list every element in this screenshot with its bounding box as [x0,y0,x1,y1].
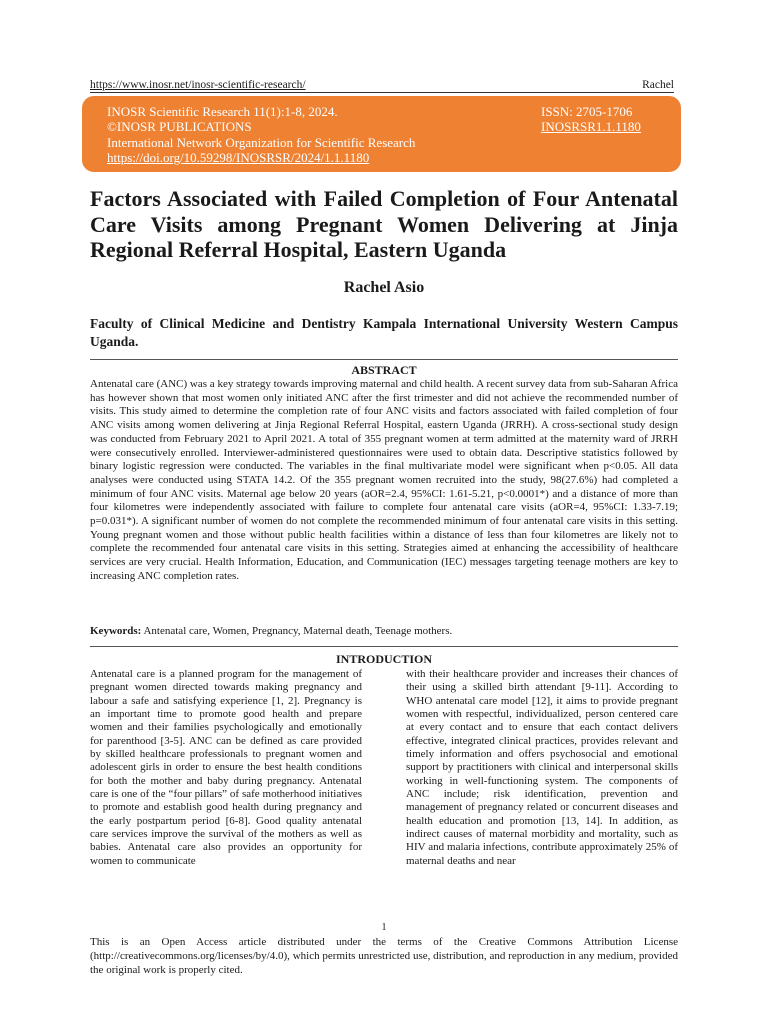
page-number: 1 [381,922,387,933]
keywords-label: Keywords: [90,625,142,637]
license-notice: This is an Open Access article distributed under the terms of the Creative Commons Attribution License (http://creativecommons.org/licenses/by/4.0), which permits unrestricted use, distribution, and reproduction in any medium, provided the original work is properly cited. [90,936,678,976]
keywords-list: Antenatal care, Women, Pregnancy, Maternal death, Teenage mothers. [143,625,453,637]
doi-link[interactable]: https://doi.org/10.59298/INOSRSR/2024/1.1.1180 [107,150,370,166]
organization-name: International Network Organization for Scientific Research [107,134,416,150]
author-name: Rachel Asio [343,279,425,296]
header-divider [90,92,674,93]
intro-top-rule [90,646,678,647]
running-author: Rachel [642,79,674,91]
article-title: Factors Associated with Failed Completion of Four Antenatal Care Visits among Pregnant Women Delivering at Jinja Regional Referral Hospital, Eastern Uganda [90,186,678,262]
abstract-text: Antenatal care (ANC) was a key strategy towards improving maternal and child health. A recent survey data from sub-Saharan Africa has however shown that most women only initiated ANC after the first trimester and did not achieve the recommended number of visits. This study aimed to determine the completion rate of four ANC visits and factors associated with failed completion of four ANC visits among women delivering at Jinja Regional Referral Hospital, eastern Uganda (JRRH). A cross-sectional study design was conducted from February 2021 to April 2021. A total of 355 pregnant women at term admitted at the maternity ward of JRRH were consecutively enrolled. Interviewer-administered questionnaires were used to obtain data. Descriptive statistics followed by binary logistic regression were conducted. The variables in the final multivariate model were significant when p<0.05. All data analyses were conducted using STATA 14.2. Of the 355 pregnant women recruited into the study, 98(27.6%) had completed a minimum of four ANC visits. Maternal age below 20 years (aOR=2.4, 95%CI: 1.61-5.21, p<0.0001*) and a distance of more than four kilometres were independently associated with failure to complete four antenatal care visits (aOR=4, 95%CI: 1.33-7.19; p=0.031*). A significant number of women do not complete the recommended minimum of four antenatal care visits in this setting. Young pregnant women and those without public health facilities within a distance of less than four kilometres are likely not to complete the recommended four antenatal care visits in this setting. Strategies aimed at enhancing the accessibility of healthcare services are very crucial. Health Information, Education, and Communication (IEC) messages targeting teenage mothers are key to increasing ANC completion rates. [90,378,678,582]
keywords [90,625,678,639]
running-header [90,78,674,92]
article-code-link[interactable]: INOSRSR1.1.1180 [541,119,641,135]
introduction-heading: INTRODUCTION [335,652,432,666]
journal-citation: INOSR Scientific Research 11(1):1-8, 2024. [107,104,338,119]
journal-banner [82,96,681,172]
intro-column-right: with their healthcare provider and increases their chances of their using a skilled birth attendant [9-11]. According to WHO antenatal care model [12], it aims to provide pregnant women with respectful, individualized, person centered care at every contact and to ensure that each contact delivers effective, integrated clinical practices, provides relevant and timely information and offers psychosocial and emotional support by practitioners with clinical and interpersonal skills working in well-functioning system. The components of ANC include; risk identification, prevention and management of pregnancy related or concurrent diseases and health education and promotion [13, 14]. In addition, as indirect causes of maternal morbidity and mortality, such as HIV and malaria infections, contribute approximately 25% of maternal deaths and near [406,668,678,867]
abstract-top-rule [90,359,678,360]
publisher-name: ©INOSR PUBLICATIONS [107,119,252,135]
banner-left [107,104,415,166]
abstract-heading: ABSTRACT [351,363,417,377]
author-affiliation: Faculty of Clinical Medicine and Dentistry Kampala International University Western Campus Uganda. [90,316,678,349]
journal-url-link[interactable]: https://www.inosr.net/inosr-scientific-research/ [90,79,306,91]
issn: ISSN: 2705-1706 [541,104,633,119]
intro-column-left: Antenatal care is a planned program for the management of pregnant women directed towards making pregnancy and labour a safe and satisfying experience [1, 2]. Pregnancy is an important time to promote good health and prepare women and their families psychologically and emotionally for parenthood [3-5]. ANC can be defined as care provided by skilled healthcare professionals to pregnant women and adolescent girls in order to ensure the best health conditions for both the mother and baby during pregnancy. Antenatal care is one of the “four pillars” of safe motherhood initiatives to promote and establish good health during pregnancy and the early postpartum period [6-8]. Good quality antenatal care services improve the survival of the mothers as well as babies. Antenatal care also provides an opportunity for women to communicate [90,668,362,867]
banner-right [541,104,641,135]
